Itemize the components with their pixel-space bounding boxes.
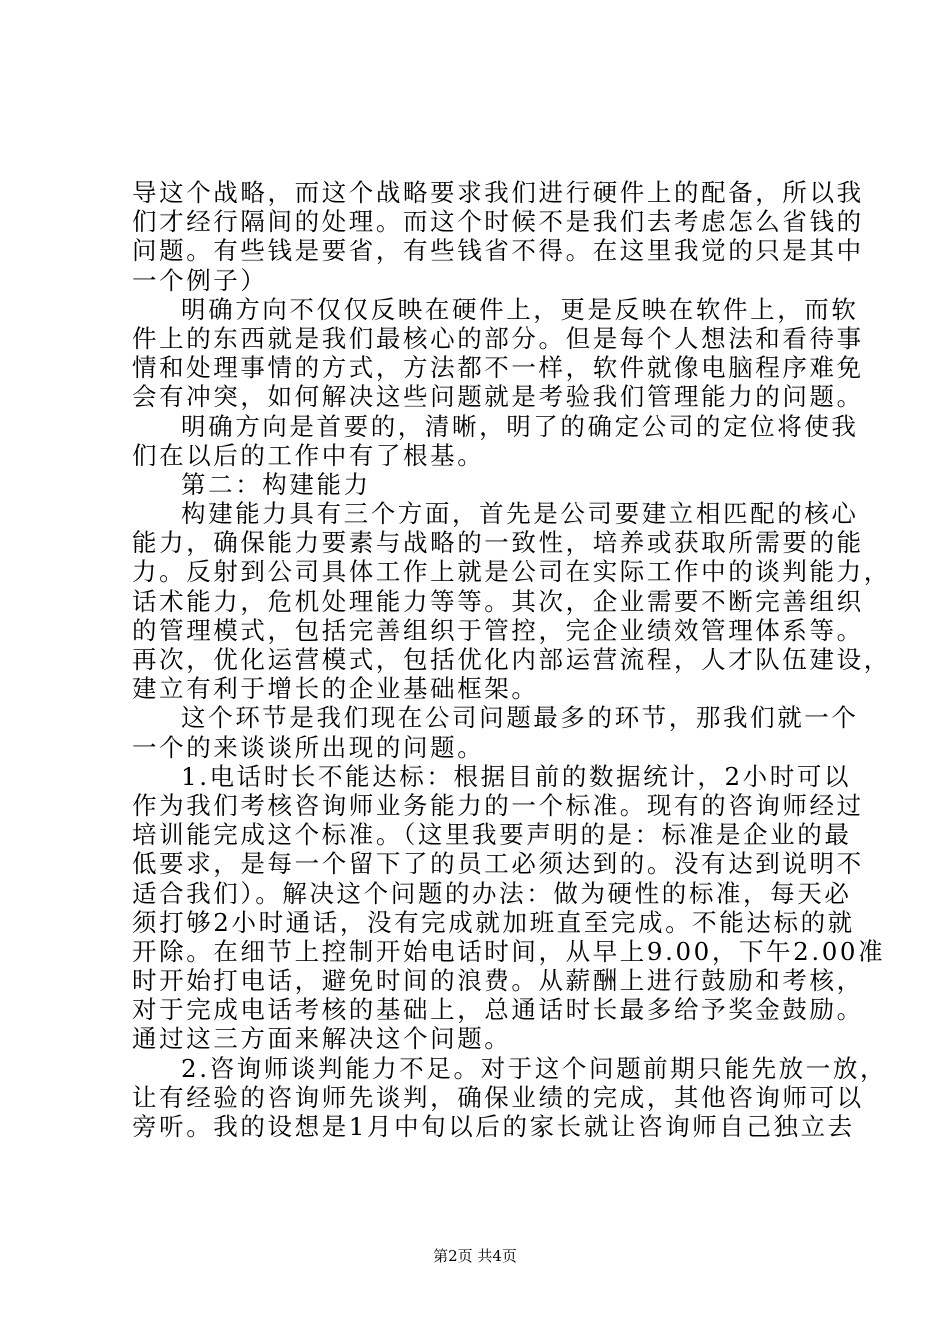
body-line: 建立有利于增长的企业基础框架。	[132, 674, 539, 704]
body-line: 会有冲突，如何解决这些问题就是考验我们管理能力的问题。	[132, 382, 864, 412]
body-line: 开除。在细节上控制开始电话时间，从早上9.00，下午2.00准	[132, 936, 886, 966]
body-line: 力。反射到公司具体工作上就是公司在实际工作中的谈判能力，	[132, 557, 891, 587]
body-line: 再次，优化运营模式，包括优化内部运营流程，人才队伍建设，	[132, 645, 891, 674]
paragraph-start-line: 构建能力具有三个方面，首先是公司要建立相匹配的核心	[181, 499, 859, 529]
body-line: 件上的东西就是我们最核心的部分。但是每个人想法和看待事	[132, 323, 864, 353]
list-item-start-line: 1.电话时长不能达标：根据目前的数据统计，2小时可以	[181, 761, 852, 791]
body-line: 作为我们考核咨询师业务能力的一个标准。现有的咨询师经过	[132, 790, 864, 820]
body-line: 的管理模式，包括完善组织于管控，完企业绩效管理体系等。	[132, 615, 864, 645]
body-line: 对于完成电话考核的基础上，总通话时长最多给予奖金鼓励。	[132, 995, 864, 1025]
paragraph-start-line: 明确方向是首要的，清晰，明了的确定公司的定位将使我	[181, 411, 859, 441]
body-line: 情和处理事情的方式，方法都不一样，软件就像电脑程序难免	[132, 353, 864, 383]
body-line: 问题。有些钱是要省，有些钱省不得。在这里我觉的只是其中	[132, 236, 864, 266]
body-line: 让有经验的咨询师先谈判，确保业绩的完成，其他咨询师可以	[132, 1082, 864, 1112]
body-line: 们在以后的工作中有了根基。	[132, 440, 485, 470]
body-line: 须打够2小时通话，没有完成就加班直至完成。不能达标的就	[132, 907, 855, 937]
body-line: 们才经行隔间的处理。而这个时候不是我们去考虑怎么省钱的	[132, 207, 864, 237]
body-line: 一个的来谈谈所出现的问题。	[132, 732, 485, 762]
paragraph-start-line: 明确方向不仅仅反映在硬件上，更是反映在软件上，而软	[181, 294, 859, 324]
body-line: 旁听。我的设想是1月中旬以后的家长就让咨询师自己独立去	[132, 1112, 855, 1141]
body-line: 培训能完成这个标准。（这里我要声明的是：标准是企业的最	[132, 820, 852, 850]
list-item-start-line: 2.咨询师谈判能力不足。对于这个问题前期只能先放一放，	[181, 1053, 888, 1083]
body-line: 导这个战略，而这个战略要求我们进行硬件上的配备，所以我	[132, 178, 864, 207]
body-line: 低要求，是每一个留下了的员工必须达到的。没有达到说明不	[132, 849, 864, 879]
body-line: 通过这三方面来解决这个问题。	[132, 1024, 512, 1054]
page-number-footer: 第2页 共4页	[433, 1247, 517, 1265]
body-line: 一个例子）	[132, 265, 268, 295]
body-line: 话术能力，危机处理能力等等。其次，企业需要不断完善组织	[132, 586, 864, 616]
body-line: 能力，确保能力要素与战略的一致性，培养或获取所需要的能	[132, 528, 864, 558]
document-body	[132, 178, 891, 1141]
section-heading: 第二：构建能力	[181, 469, 371, 499]
body-line: 适合我们）。解决这个问题的办法：做为硬性的标准，每天必	[132, 878, 852, 908]
body-line: 时开始打电话，避免时间的浪费。从薪酬上进行鼓励和考核，	[132, 966, 864, 996]
paragraph-start-line: 这个环节是我们现在公司问题最多的环节，那我们就一个	[181, 703, 859, 733]
